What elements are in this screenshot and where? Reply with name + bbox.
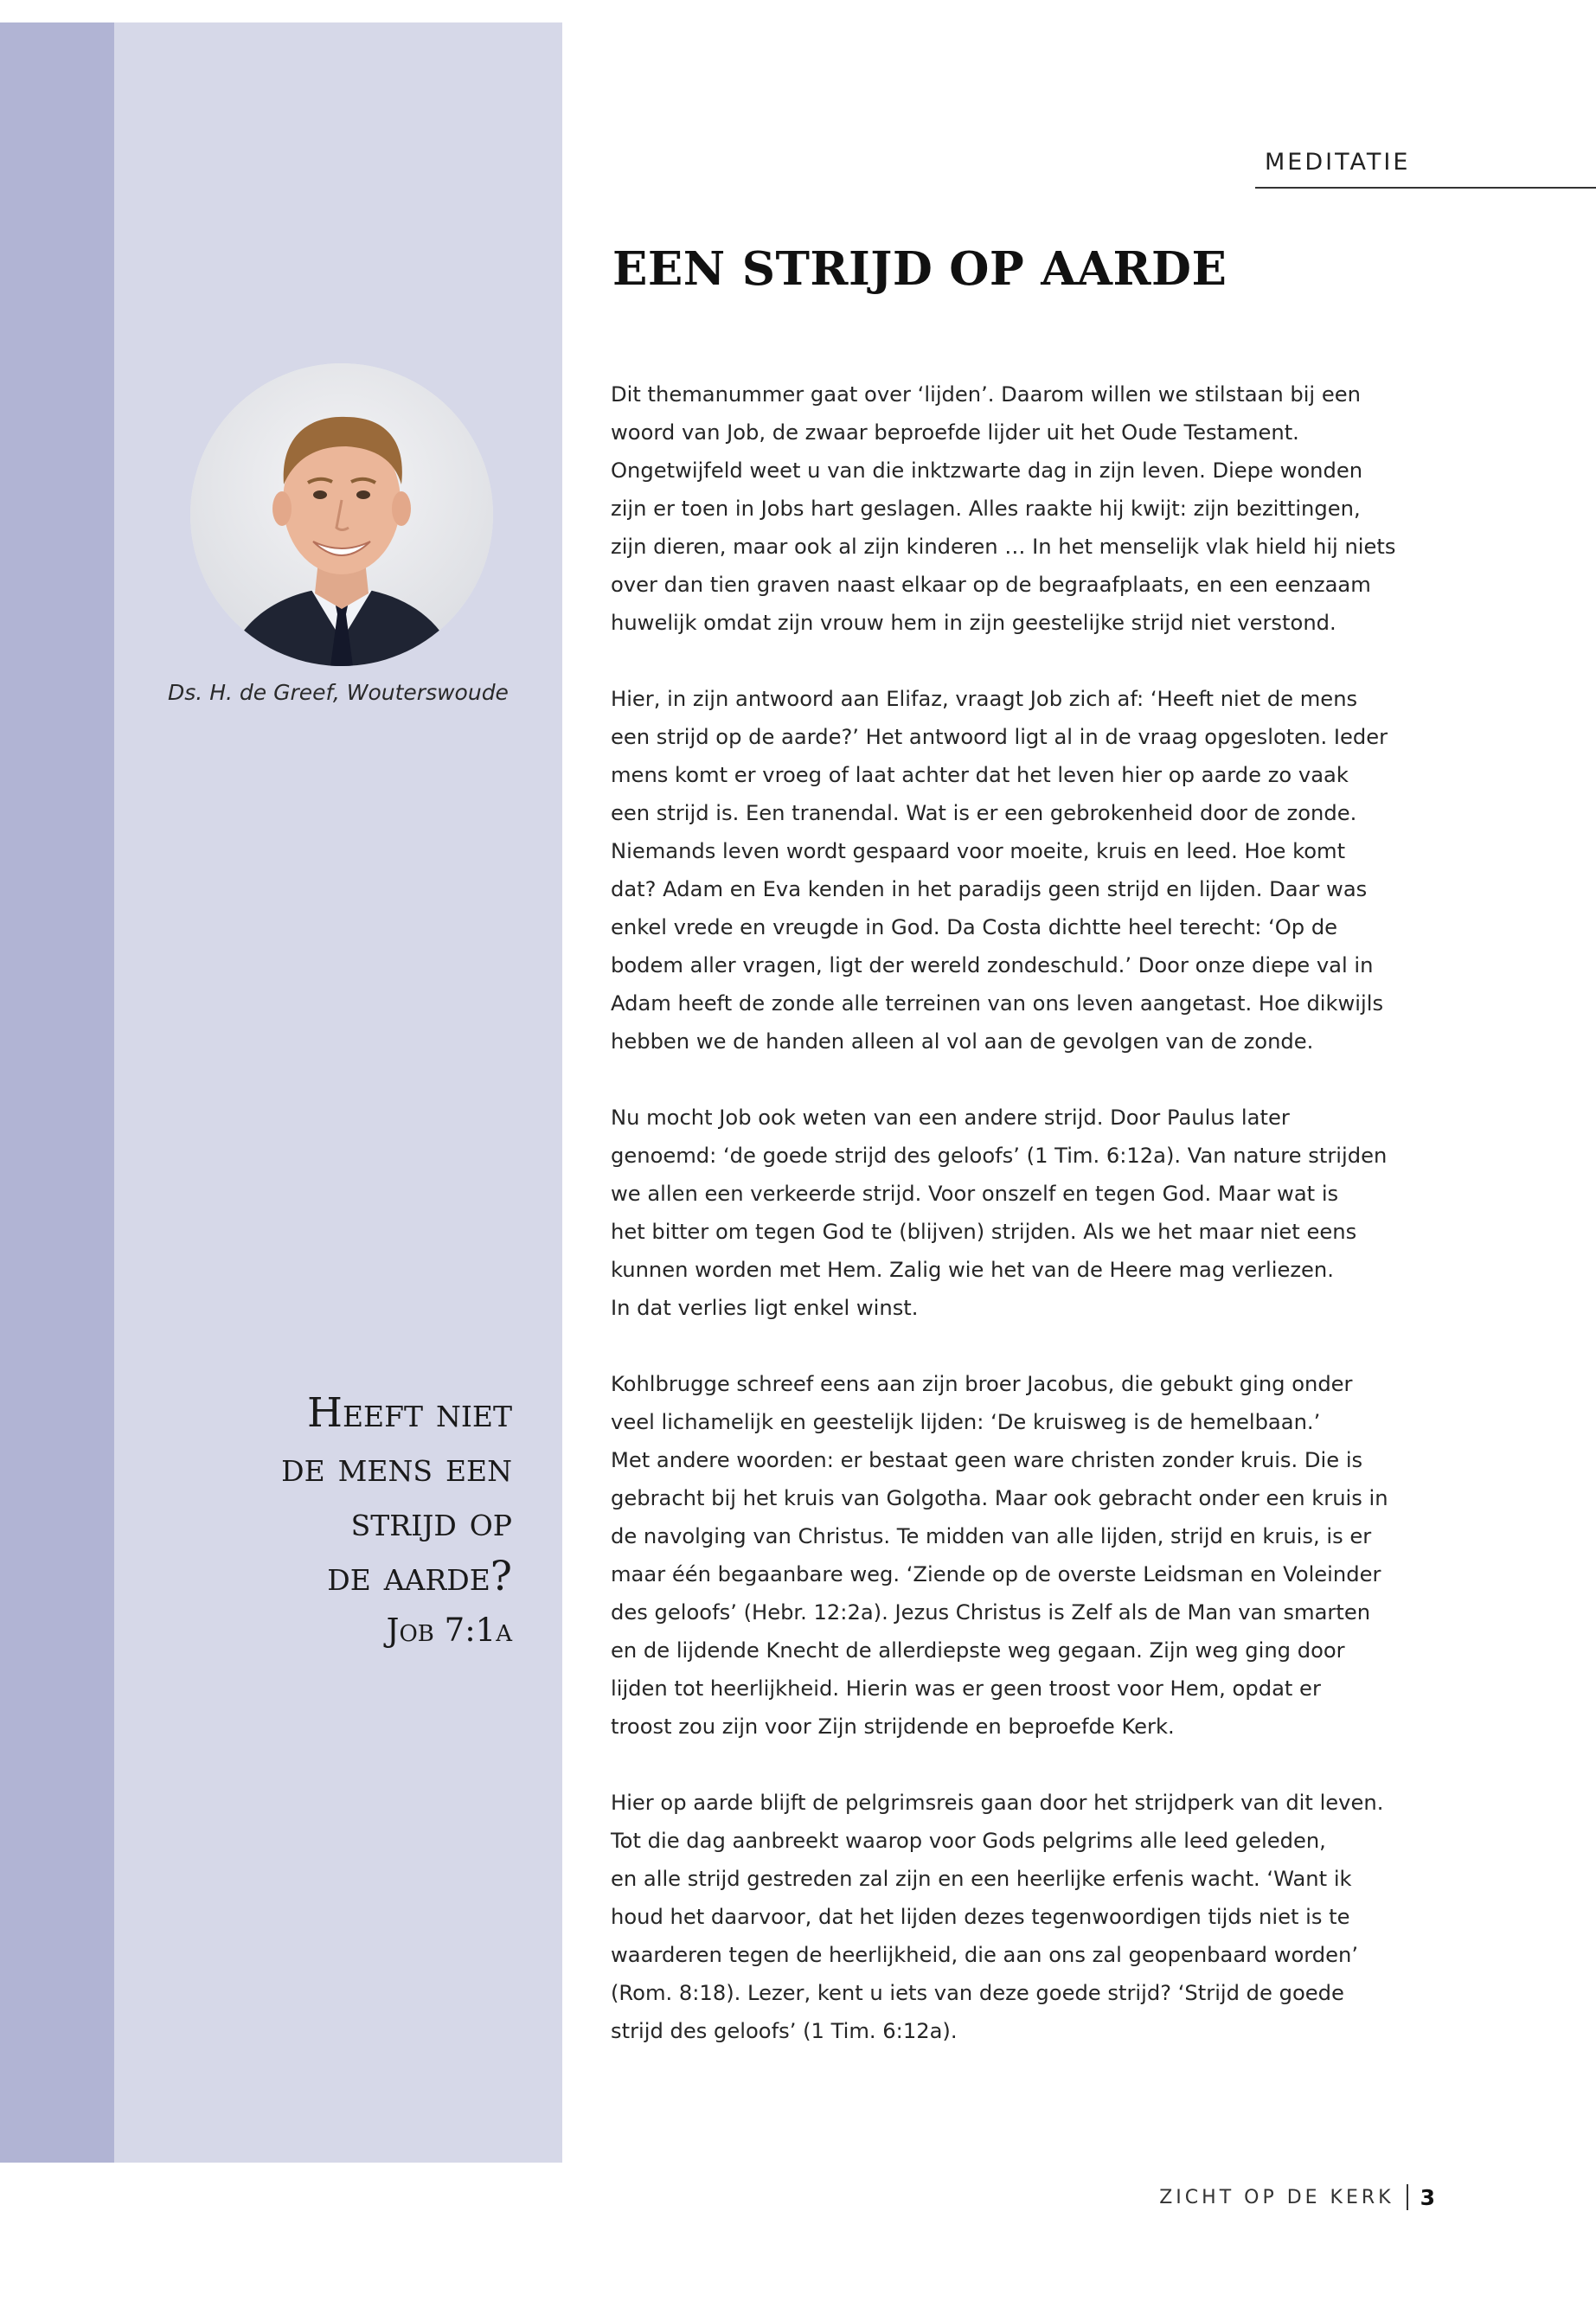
body-line: we allen een verkeerde strijd. Voor onszelf en tegen God. Maar wat is — [611, 1182, 1339, 1206]
body-line: Met andere woorden: er bestaat geen ware christen zonder kruis. Die is — [611, 1448, 1363, 1472]
body-line: Adam heeft de zonde alle terreinen van ons leven aangetast. Hoe dikwijls — [611, 991, 1384, 1016]
body-paragraph — [611, 680, 1476, 1061]
magazine-name: ZICHT OP DE KERK — [1159, 2186, 1394, 2208]
body-line: Tot die dag aanbreekt waarop voor Gods pelgrims alle leed geleden, — [611, 1829, 1326, 1853]
body-line: Hier, in zijn antwoord aan Elifaz, vraagt Job zich af: ‘Heeft niet de mens — [611, 687, 1358, 711]
body-line: en de lijdende Knecht de allerdiepste weg gegaan. Zijn weg ging door — [611, 1638, 1345, 1663]
section-rule — [1255, 187, 1596, 189]
pull-quote-line: Heeft niet — [306, 1389, 512, 1437]
body-line: een strijd op de aarde?’ Het antwoord ligt al in de vraag opgesloten. Ieder — [611, 725, 1388, 749]
body-line: waarderen tegen de heerlijkheid, die aan ons zal geopenbaard worden’ — [611, 1943, 1359, 1967]
body-line: Kohlbrugge schreef eens aan zijn broer Jacobus, die gebukt ging onder — [611, 1372, 1353, 1396]
body-line: zijn dieren, maar ook al zijn kinderen … In het menselijk vlak hield hij niets — [611, 535, 1396, 559]
body-line: des geloofs’ (Hebr. 12:2a). Jezus Christus is Zelf als de Man van smarten — [611, 1600, 1371, 1625]
portrait-image — [190, 363, 493, 666]
body-line: gebracht bij het kruis van Golgotha. Maar ook gebracht onder een kruis in — [611, 1486, 1388, 1510]
pull-quote-reference: Job 7:1a — [386, 1612, 512, 1649]
body-paragraph — [611, 375, 1476, 642]
page-number: 3 — [1420, 2184, 1435, 2210]
body-line: woord van Job, de zwaar beproefde lijder uit het Oude Testament. — [611, 420, 1299, 445]
article-title: EEN STRIJD OP AARDE — [612, 242, 1227, 296]
body-line: maar één begaanbare weg. ‘Ziende op de overste Leidsman en Voleinder — [611, 1562, 1381, 1586]
body-paragraph — [611, 1365, 1476, 1746]
body-line: dat? Adam en Eva kenden in het paradijs geen strijd en lijden. Daar was — [611, 877, 1368, 901]
pull-quote-line: de mens een — [281, 1444, 512, 1491]
body-line: mens komt er vroeg of laat achter dat het leven hier op aarde zo vaak — [611, 763, 1349, 787]
body-line: bodem aller vragen, ligt der wereld zondeschuld.’ Door onze diepe val in — [611, 953, 1374, 977]
body-line: huwelijk omdat zijn vrouw hem in zijn geestelijke strijd niet verstond. — [611, 611, 1336, 635]
body-line: de navolging van Christus. Te midden van alle lijden, strijd en kruis, is er — [611, 1524, 1372, 1548]
body-line: Ongetwijfeld weet u van die inktzwarte dag in zijn leven. Diepe wonden — [611, 458, 1363, 483]
sidebar-accent-strip — [0, 22, 114, 2163]
body-line: het bitter om tegen God te (blijven) strijden. Als we het maar niet eens — [611, 1220, 1357, 1244]
body-line: Niemands leven wordt gespaard voor moeite, kruis en leed. Hoe komt — [611, 839, 1346, 863]
body-line: (Rom. 8:18). Lezer, kent u iets van deze goede strijd? ‘Strijd de goede — [611, 1981, 1344, 2005]
body-line: zijn er toen in Jobs hart geslagen. Alles raakte hij kwijt: zijn bezittingen, — [611, 497, 1361, 521]
footer-divider — [1407, 2184, 1408, 2210]
pull-quote — [281, 1386, 512, 1656]
pull-quote-line: strijd op — [350, 1498, 512, 1546]
body-line: In dat verlies ligt enkel winst. — [611, 1296, 919, 1320]
author-portrait — [190, 363, 493, 666]
author-caption: Ds. H. de Greef, Wouterswoude — [168, 680, 509, 705]
body-line: en alle strijd gestreden zal zijn en een heerlijke erfenis wacht. ‘Want ik — [611, 1867, 1352, 1891]
body-line: kunnen worden met Hem. Zalig wie het van de Heere mag verliezen. — [611, 1258, 1334, 1282]
body-line: strijd des geloofs’ (1 Tim. 6:12a). — [611, 2019, 958, 2043]
body-line: hebben we de handen alleen al vol aan de gevolgen van de zonde. — [611, 1029, 1314, 1054]
sidebar-panel — [114, 22, 562, 2163]
body-line: een strijd is. Een tranendal. Wat is er een gebrokenheid door de zonde. — [611, 801, 1357, 825]
body-line: lijden tot heerlijkheid. Hierin was er geen troost voor Hem, opdat er — [611, 1676, 1321, 1701]
pull-quote-line: de aarde? — [327, 1553, 512, 1600]
body-line: troost zou zijn voor Zijn strijdende en beproefde Kerk. — [611, 1715, 1175, 1739]
body-line: Hier op aarde blijft de pelgrimsreis gaan door het strijdperk van dit leven. — [611, 1791, 1384, 1815]
body-line: veel lichamelijk en geestelijk lijden: ‘De kruisweg is de hemelbaan.’ — [611, 1410, 1321, 1434]
body-line: houd het daarvoor, dat het lijden dezes tegenwoordigen tijds niet is te — [611, 1905, 1350, 1929]
body-line: Nu mocht Job ook weten van een andere strijd. Door Paulus later — [611, 1106, 1290, 1130]
section-label: MEDITATIE — [1265, 149, 1411, 176]
body-line: genoemd: ‘de goede strijd des geloofs’ (1 Tim. 6:12a). Van nature strijden — [611, 1144, 1388, 1168]
page-footer — [1159, 2184, 1435, 2210]
body-paragraph — [611, 1784, 1476, 2050]
body-line: Dit themanummer gaat over ‘lijden’. Daarom willen we stilstaan bij een — [611, 382, 1361, 407]
article-body — [611, 375, 1476, 2088]
body-line: over dan tien graven naast elkaar op de begraafplaats, en een eenzaam — [611, 573, 1371, 597]
body-paragraph — [611, 1099, 1476, 1327]
body-line: enkel vrede en vreugde in God. Da Costa dichtte heel terecht: ‘Op de — [611, 915, 1338, 939]
